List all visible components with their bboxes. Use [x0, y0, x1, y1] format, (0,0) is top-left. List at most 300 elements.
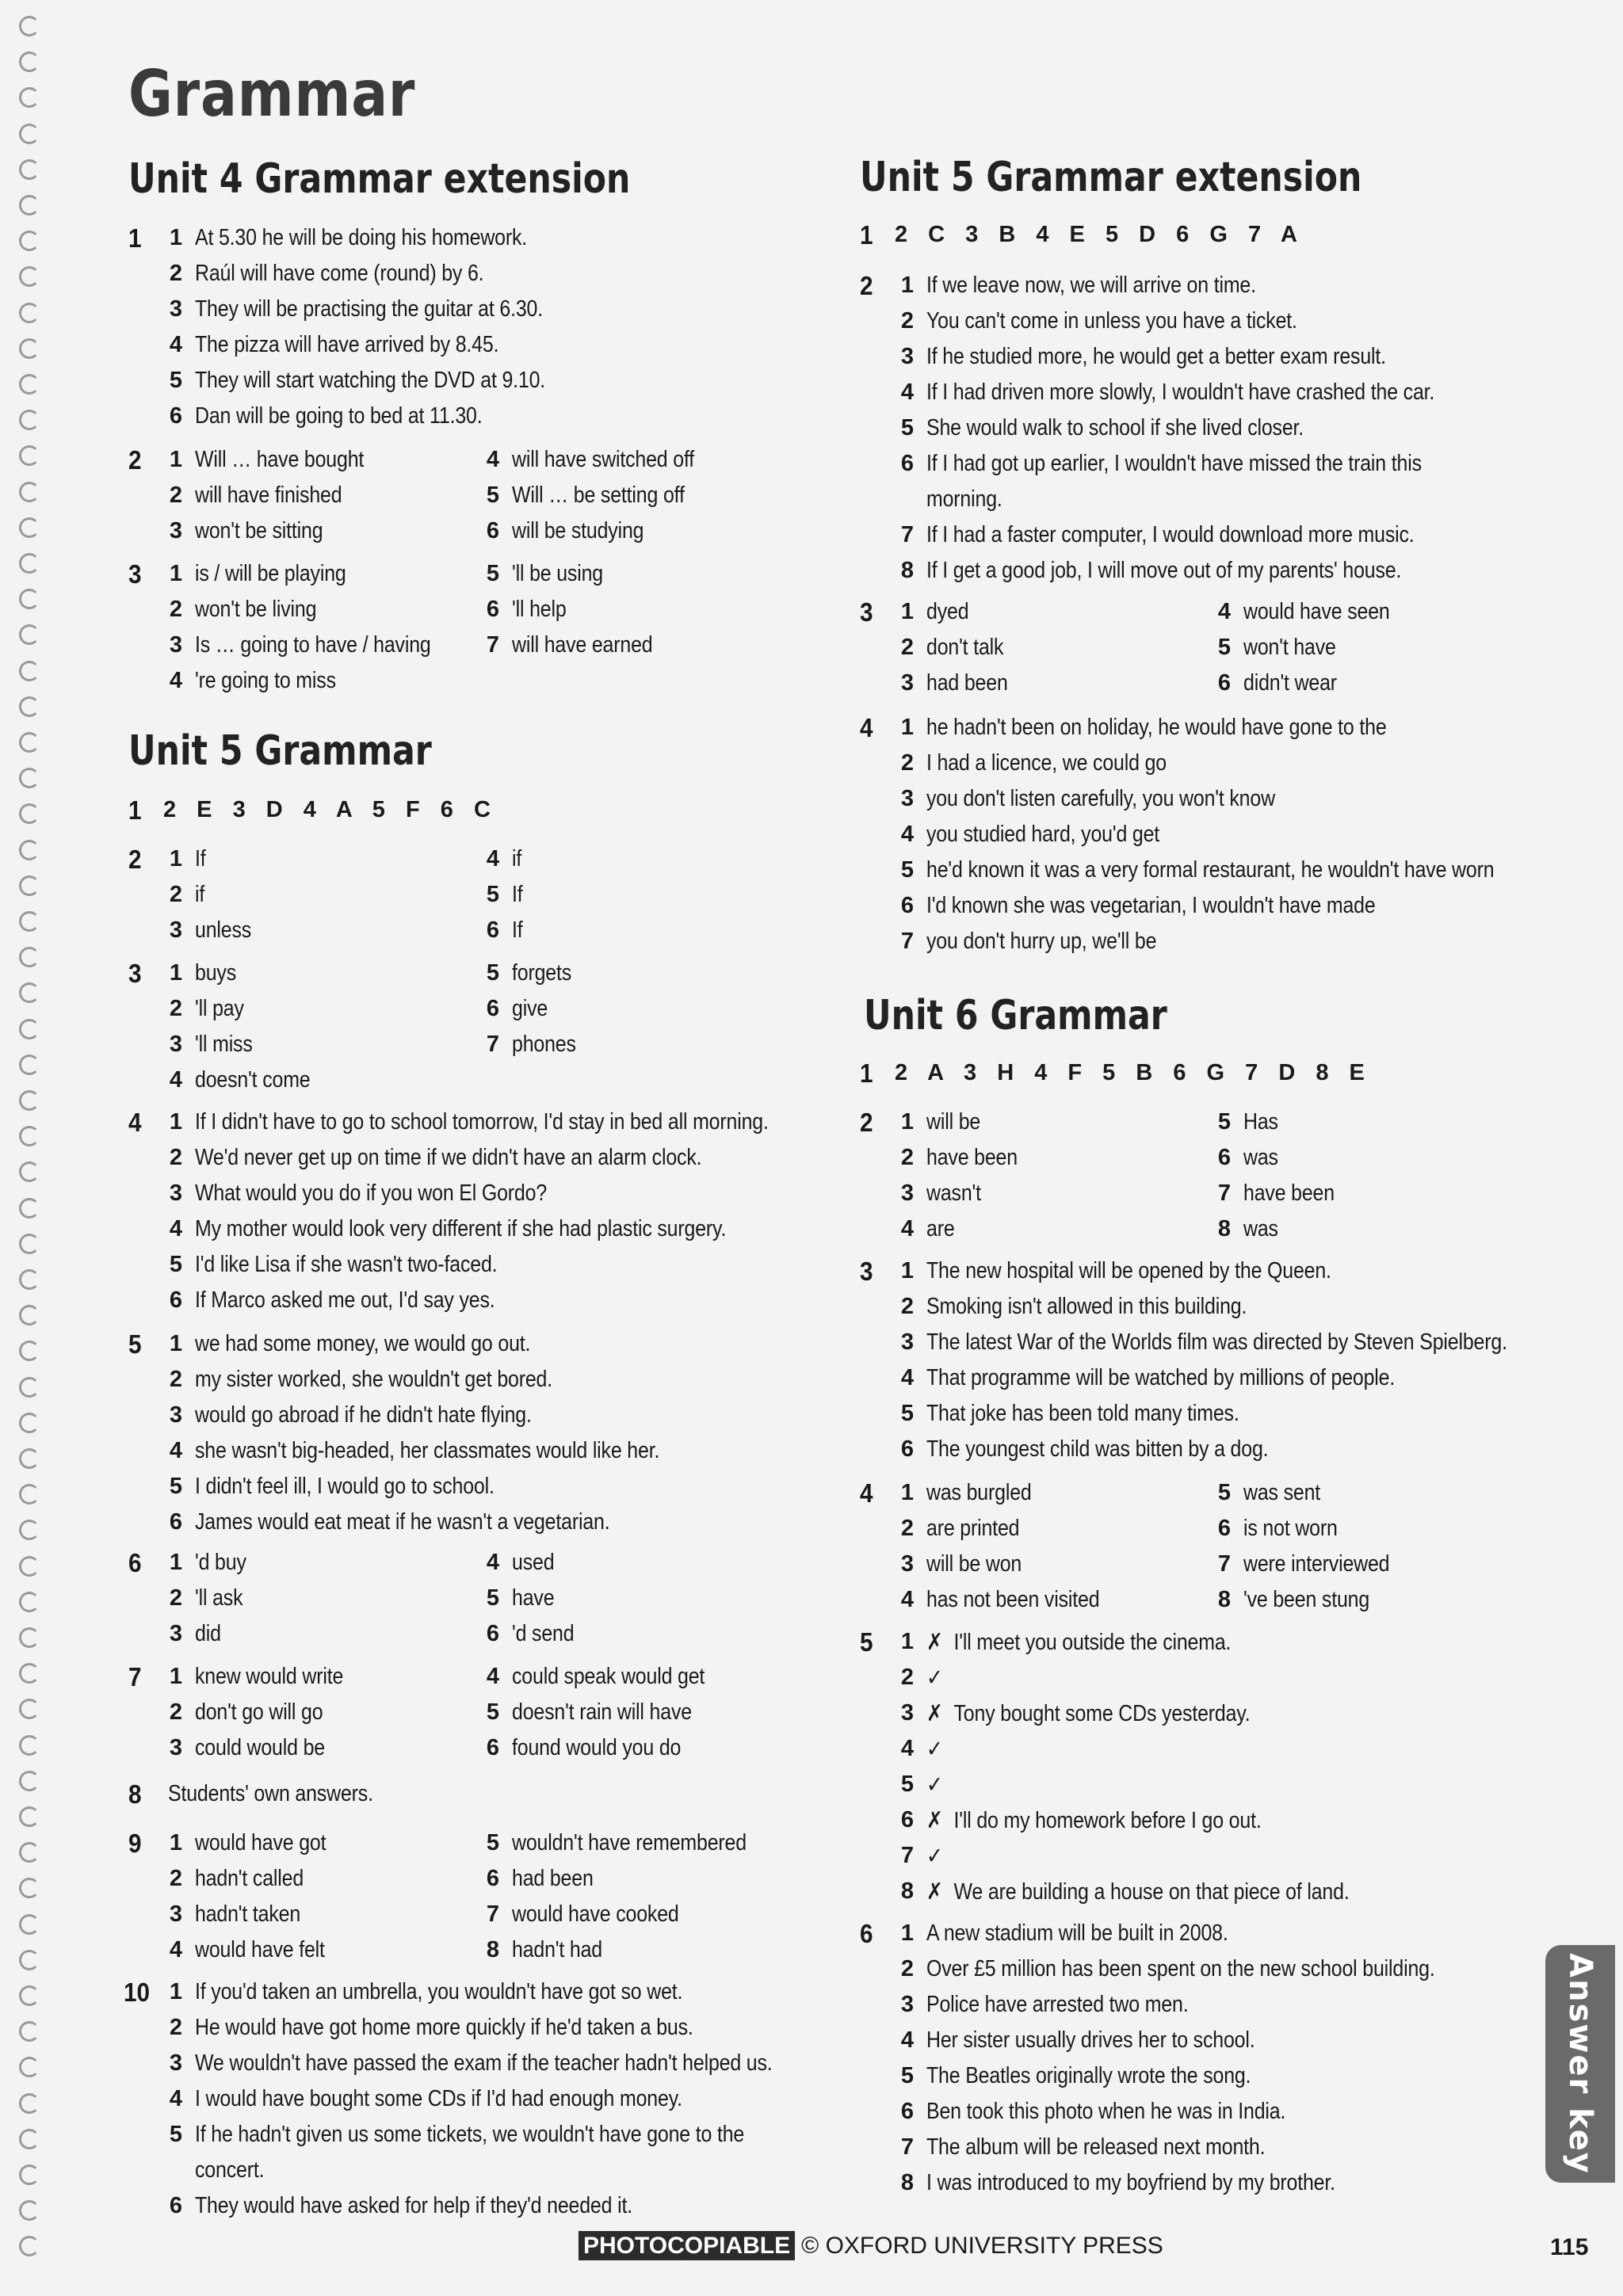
exercise-number: 2 — [860, 1108, 873, 1137]
unit6-grammar-heading: Unit 6 Grammar — [864, 992, 1167, 1039]
answer-text — [926, 1838, 953, 1875]
item-number: 4 — [169, 1216, 182, 1241]
item-number: 4 — [900, 379, 914, 405]
answer-text: won't be living — [195, 597, 317, 622]
answer-text: 've been stung — [1243, 1587, 1370, 1612]
exercise-number: 2 — [860, 271, 873, 300]
answer-text: are printed — [926, 1516, 1020, 1541]
answer-text: That joke has been told many times. — [926, 1401, 1239, 1426]
answer-text: was — [1243, 1145, 1278, 1170]
spiral-binding — [11, 16, 51, 2282]
answer-text: Dan will be going to bed at 11.30. — [195, 403, 483, 429]
item-number: 3 — [900, 1180, 914, 1206]
binding-ring — [19, 2200, 40, 2221]
exercise-number: 1 — [860, 1058, 873, 1088]
binding-ring — [19, 266, 40, 287]
item-number: 3 — [169, 2050, 182, 2076]
answer-text: would go abroad if he didn't hate flying. — [195, 1402, 532, 1428]
answer-key-tab — [1545, 1945, 1615, 2183]
item-number: 4 — [486, 447, 499, 472]
answer-text: At 5.30 he will be doing his homework. — [195, 225, 528, 250]
item-number: 4 — [900, 1587, 914, 1612]
item-number: 1 — [900, 1258, 914, 1283]
binding-ring — [19, 1126, 40, 1146]
answer-text: would have seen — [1243, 599, 1390, 624]
binding-ring — [19, 1985, 40, 2006]
item-number: 4 — [900, 2027, 914, 2053]
exercise-number: 5 — [128, 1329, 142, 1359]
item-number: 7 — [900, 522, 914, 547]
page-number: 115 — [1550, 2234, 1589, 2260]
item-number: 3 — [169, 632, 182, 658]
answer-text: she wasn't big-headed, her classmates would like her. — [195, 1438, 660, 1463]
answer-text: would have got — [195, 1830, 327, 1855]
item-number: 3 — [169, 1901, 182, 1927]
item-number: 6 — [486, 996, 499, 1021]
binding-ring — [19, 338, 40, 359]
answer-text: Her sister usually drives her to school. — [926, 2027, 1255, 2053]
answer-text: will have finished — [195, 482, 342, 508]
answer-text: 'll miss — [195, 1032, 253, 1057]
item-number: 7 — [900, 929, 914, 954]
binding-ring — [19, 1663, 40, 1684]
item-number: 7 — [900, 1843, 914, 1868]
item-number: 4 — [169, 668, 182, 693]
item-number: 2 — [169, 996, 182, 1021]
item-number: 2 — [169, 882, 182, 907]
item-number: 5 — [169, 1474, 182, 1499]
unit5-grammar-heading: Unit 5 Grammar — [128, 727, 432, 775]
answer-text — [926, 1874, 1350, 1910]
answer-text: my sister worked, she wouldn't get bored. — [195, 1367, 553, 1392]
answer-text: Will … have bought — [195, 447, 365, 472]
item-number: 6 — [486, 1621, 499, 1646]
item-number: 6 — [1217, 1145, 1231, 1170]
binding-ring — [19, 1556, 40, 1577]
binding-ring — [19, 1914, 40, 1935]
item-number: 3 — [900, 344, 914, 369]
binding-ring — [19, 2236, 40, 2256]
item-number: 2 — [169, 482, 182, 508]
binding-ring — [19, 195, 40, 215]
answer-text: hadn't called — [195, 1866, 304, 1891]
answer-text: The youngest child was bitten by a dog. — [926, 1436, 1269, 1462]
item-number: 6 — [900, 1807, 914, 1833]
answer-text: 'd send — [512, 1621, 575, 1646]
answer-text: doesn't rain will have — [512, 1699, 692, 1725]
item-number: 3 — [900, 670, 914, 696]
binding-ring — [19, 159, 40, 180]
item-number: 3 — [169, 1032, 182, 1057]
binding-ring — [19, 1520, 40, 1540]
answer-text: had been — [512, 1866, 594, 1891]
answer-text: My mother would look very different if she had plastic surgery. — [195, 1216, 727, 1241]
item-number: 5 — [169, 368, 182, 393]
answer-text: will be studying — [512, 518, 644, 543]
exercise-number: 10 — [124, 1978, 151, 2007]
answer-text: he hadn't been on holiday, he would have gone to the — [926, 715, 1387, 740]
binding-ring — [19, 303, 40, 323]
answer-text: We'd never get up on time if we didn't have an alarm clock. — [195, 1145, 702, 1170]
exercise-number: 4 — [128, 1108, 142, 1137]
item-number: 4 — [169, 1438, 182, 1463]
answer-text: give — [512, 996, 548, 1021]
item-number: 5 — [486, 1699, 499, 1725]
answer-text: If — [195, 846, 206, 871]
answer-text: Will … be setting off — [512, 482, 685, 508]
exercise-number: 3 — [860, 1257, 873, 1286]
answer-text: We wouldn't have passed the exam if the teacher hadn't helped us. — [195, 2050, 773, 2076]
binding-ring — [19, 661, 40, 681]
item-number: 1 — [169, 447, 182, 472]
binding-ring — [19, 410, 40, 430]
answer-text: don't talk — [926, 635, 1004, 660]
binding-ring — [19, 589, 40, 609]
answer-text: I was introduced to my boyfriend by my brother. — [926, 2170, 1335, 2195]
answer-text: If I didn't have to go to school tomorrow, I'd stay in bed all morning. — [195, 1109, 769, 1135]
answer-text: 'll ask — [195, 1585, 243, 1611]
item-number: 4 — [169, 2086, 182, 2111]
item-number: 4 — [486, 846, 499, 871]
matching-answers: 2 A 3 H 4 F 5 B 6 G 7 D 8 E — [895, 1060, 1372, 1085]
exercise-number: 2 — [128, 845, 142, 874]
answer-text: was — [1243, 1216, 1278, 1241]
item-number: 8 — [1217, 1587, 1231, 1612]
answer-text: found would you do — [512, 1735, 682, 1760]
binding-ring — [19, 1198, 40, 1219]
page-title: Grammar — [128, 57, 416, 131]
item-number: 5 — [1217, 1480, 1231, 1505]
cross-mark-icon: ✗ — [926, 1628, 943, 1655]
answer-text: were interviewed — [1243, 1551, 1390, 1577]
binding-ring — [19, 374, 40, 395]
answer-text: 'd buy — [195, 1550, 246, 1575]
answer-text: James would eat meat if he wasn't a vegetarian. — [195, 1509, 610, 1535]
item-number: 6 — [169, 403, 182, 429]
item-number: 1 — [169, 561, 182, 586]
answer-text: Police have arrested two men. — [926, 1992, 1189, 2017]
answer-text: If — [512, 917, 523, 943]
cross-mark-icon: ✗ — [926, 1878, 943, 1905]
item-number: 6 — [486, 597, 499, 622]
item-number: 2 — [900, 1665, 914, 1690]
item-number: 2 — [169, 1585, 182, 1611]
answer-text: won't have — [1243, 635, 1336, 660]
item-number: 7 — [1217, 1180, 1231, 1206]
item-number: 1 — [900, 715, 914, 740]
binding-ring — [19, 1377, 40, 1398]
exercise-number: 5 — [860, 1627, 873, 1657]
item-number: 1 — [900, 1629, 914, 1654]
item-number: 6 — [486, 1866, 499, 1891]
item-number: 1 — [169, 1550, 182, 1575]
answer-text: If Marco asked me out, I'd say yes. — [195, 1287, 495, 1313]
answer-text — [926, 1767, 953, 1803]
answer-text: buys — [195, 960, 237, 986]
answer-text: Has — [1243, 1109, 1278, 1135]
item-number: 5 — [900, 2063, 914, 2088]
item-number: 1 — [169, 1830, 182, 1855]
answer-text: could speak would get — [512, 1664, 705, 1689]
answer-text: will be — [926, 1109, 981, 1135]
exercise-number: 4 — [860, 713, 873, 742]
answer-text: have been — [1243, 1180, 1335, 1206]
answer-text: If he studied more, he would get a better exam result. — [926, 344, 1386, 369]
item-number: 8 — [900, 1878, 914, 1904]
check-mark-icon: ✓ — [926, 1735, 943, 1762]
answer-text: concert. — [195, 2157, 265, 2183]
item-number: 4 — [486, 1550, 499, 1575]
item-number: 5 — [900, 1772, 914, 1797]
exercise-number: 1 — [128, 795, 142, 825]
answer-text: Raúl will have come (round) by 6. — [195, 261, 484, 286]
item-number: 1 — [169, 1109, 182, 1135]
item-number: 2 — [169, 1145, 182, 1170]
item-number: 4 — [900, 1736, 914, 1761]
exercise-number: 2 — [128, 445, 142, 475]
answer-text: Ben took this photo when he was in India. — [926, 2099, 1286, 2124]
answer-text: we had some money, we would go out. — [195, 1331, 531, 1356]
answer-text: could would be — [195, 1735, 325, 1760]
answer-text: was sent — [1243, 1480, 1321, 1505]
item-number: 2 — [169, 597, 182, 622]
item-number: 2 — [169, 2015, 182, 2040]
binding-ring — [19, 1341, 40, 1361]
binding-ring — [19, 1484, 40, 1505]
answer-text: They would have asked for help if they'd needed it. — [195, 2193, 632, 2218]
item-number: 5 — [900, 857, 914, 883]
item-number: 2 — [900, 1956, 914, 1981]
item-number: 6 — [900, 893, 914, 918]
answer-text: Is … going to have / having — [195, 632, 431, 658]
item-number: 7 — [486, 1901, 499, 1927]
correction-text: I'll meet you outside the cinema. — [953, 1630, 1232, 1655]
answer-text: doesn't come — [195, 1067, 311, 1093]
item-number: 2 — [900, 1294, 914, 1319]
answer-text: didn't wear — [1243, 670, 1337, 696]
answer-text: If I had a faster computer, I would download more music. — [926, 522, 1415, 547]
item-number: 3 — [169, 1735, 182, 1760]
answer-text: you don't hurry up, we'll be — [926, 929, 1157, 954]
answer-text: will have switched off — [512, 447, 695, 472]
answer-text: was burgled — [926, 1480, 1032, 1505]
answer-text: has not been visited — [926, 1587, 1100, 1612]
item-number: 3 — [169, 1180, 182, 1206]
binding-ring — [19, 768, 40, 788]
item-number: 6 — [900, 1436, 914, 1462]
binding-ring — [19, 1055, 40, 1075]
item-number: 5 — [1217, 635, 1231, 660]
cross-mark-icon: ✗ — [926, 1806, 943, 1833]
item-number: 1 — [169, 225, 182, 250]
binding-ring — [19, 1413, 40, 1433]
item-number: 7 — [1217, 1551, 1231, 1577]
binding-ring — [19, 2129, 40, 2149]
item-number: 5 — [900, 1401, 914, 1426]
item-number: 4 — [900, 1365, 914, 1390]
exercise-number: 6 — [128, 1548, 142, 1577]
answer-text: If I get a good job, I will move out of my parents' house. — [926, 558, 1402, 583]
item-number: 1 — [900, 1480, 914, 1505]
answer-text: A new stadium will be built in 2008. — [926, 1920, 1228, 1946]
binding-ring — [19, 1842, 40, 1863]
exercise-number: 6 — [860, 1919, 873, 1948]
item-number: 8 — [900, 558, 914, 583]
binding-ring — [19, 1627, 40, 1648]
answer-text: used — [512, 1550, 555, 1575]
item-number: 5 — [169, 2122, 182, 2147]
answer-text: you don't listen carefully, you won't know — [926, 786, 1275, 811]
answer-text: 'll pay — [195, 996, 244, 1021]
item-number: 3 — [169, 917, 182, 943]
item-number: 4 — [169, 332, 182, 357]
answer-text: The Beatles originally wrote the song. — [926, 2063, 1251, 2088]
answer-text: I didn't feel ill, I would go to school. — [195, 1474, 495, 1499]
item-number: 1 — [169, 1664, 182, 1689]
item-number: 5 — [486, 1830, 499, 1855]
answer-text: unless — [195, 917, 252, 943]
answer-text: you studied hard, you'd get — [926, 822, 1160, 847]
item-number: 2 — [900, 1145, 914, 1170]
answer-text: phones — [512, 1032, 576, 1057]
binding-ring — [19, 1735, 40, 1756]
answer-text: If you'd taken an umbrella, you wouldn't have got so wet. — [195, 1979, 683, 2004]
binding-ring — [19, 1090, 40, 1111]
item-number: 5 — [169, 1252, 182, 1277]
answer-text: would have felt — [195, 1937, 325, 1962]
bleed-through-shadow — [1300, 55, 1322, 129]
answer-text: did — [195, 1621, 221, 1646]
item-number: 8 — [486, 1937, 499, 1962]
answer-text: wouldn't have remembered — [512, 1830, 747, 1855]
answer-text: knew would write — [195, 1664, 344, 1689]
answer-text: hadn't had — [512, 1937, 603, 1962]
item-number: 2 — [169, 1367, 182, 1392]
answer-text: dyed — [926, 599, 969, 624]
binding-ring — [19, 51, 40, 72]
binding-ring — [19, 1269, 40, 1290]
answer-text: will be won — [926, 1551, 1022, 1577]
item-number: 6 — [900, 2099, 914, 2124]
answer-text: The album will be released next month. — [926, 2134, 1266, 2160]
item-number: 4 — [900, 1216, 914, 1241]
answer-text: won't be sitting — [195, 518, 323, 543]
answer-text: I would have bought some CDs if I'd had enough money. — [195, 2086, 682, 2111]
binding-ring — [19, 1806, 40, 1827]
binding-ring — [19, 624, 40, 645]
exercise-number: 1 — [860, 220, 873, 250]
answer-text: is not worn — [1243, 1516, 1338, 1541]
binding-ring — [19, 1878, 40, 1898]
item-number: 6 — [1217, 670, 1231, 696]
answer-text: 'll be using — [512, 561, 604, 586]
answer-text: have been — [926, 1145, 1018, 1170]
binding-ring — [19, 1019, 40, 1039]
item-number: 5 — [486, 960, 499, 986]
binding-ring — [19, 1592, 40, 1612]
answer-text: are — [926, 1216, 955, 1241]
item-number: 6 — [169, 1509, 182, 1535]
binding-ring — [19, 982, 40, 1003]
binding-ring — [19, 231, 40, 251]
item-number: 2 — [900, 308, 914, 334]
answer-text — [926, 1660, 953, 1696]
item-number: 1 — [900, 273, 914, 298]
binding-ring — [19, 445, 40, 466]
item-number: 2 — [169, 1699, 182, 1725]
item-number: 7 — [486, 632, 499, 658]
binding-ring — [19, 1234, 40, 1254]
binding-ring — [19, 1161, 40, 1182]
item-number: 1 — [169, 960, 182, 986]
binding-ring — [19, 803, 40, 824]
item-number: 4 — [900, 822, 914, 847]
answer-text — [926, 1624, 1231, 1661]
item-number: 6 — [169, 1287, 182, 1313]
exercise-number: 1 — [128, 223, 142, 253]
item-number: 1 — [900, 1109, 914, 1135]
binding-ring — [19, 696, 40, 717]
binding-ring — [19, 2021, 40, 2042]
item-number: 6 — [169, 2193, 182, 2218]
item-number: 2 — [169, 1866, 182, 1891]
item-number: 6 — [486, 917, 499, 943]
binding-ring — [19, 2093, 40, 2114]
item-number: 6 — [486, 1735, 499, 1760]
exercise-number: 4 — [860, 1478, 873, 1508]
answer-text: hadn't taken — [195, 1901, 301, 1927]
answer-text: Students' own answers. — [168, 1781, 373, 1806]
answer-text: would have cooked — [512, 1901, 679, 1927]
answer-text: The pizza will have arrived by 8.45. — [195, 332, 499, 357]
answer-text — [926, 1802, 1262, 1839]
check-mark-icon: ✓ — [926, 1842, 943, 1869]
item-number: 5 — [900, 415, 914, 441]
matching-answers: 2 C 3 B 4 E 5 D 6 G 7 A — [895, 222, 1304, 247]
item-number: 3 — [900, 1700, 914, 1726]
item-number: 2 — [900, 1516, 914, 1541]
answer-text: wasn't — [926, 1180, 981, 1206]
item-number: 4 — [1217, 599, 1231, 624]
answer-text: will have earned — [512, 632, 653, 658]
item-number: 1 — [900, 599, 914, 624]
answer-text: The latest War of the Worlds film was directed by Steven Spielberg. — [926, 1329, 1507, 1355]
answer-text: Smoking isn't allowed in this building. — [926, 1294, 1247, 1319]
answer-text: Over £5 million has been spent on the new school building. — [926, 1956, 1435, 1981]
answer-text: 're going to miss — [195, 668, 336, 693]
answer-text: forgets — [512, 960, 572, 986]
answer-text: don't go will go — [195, 1699, 323, 1725]
answer-text: If — [512, 882, 523, 907]
unit5-extension-heading: Unit 5 Grammar extension — [860, 154, 1362, 201]
item-number: 3 — [900, 1992, 914, 2017]
item-number: 6 — [486, 518, 499, 543]
correction-text: Tony bought some CDs yesterday. — [953, 1701, 1251, 1726]
answer-text: have — [512, 1585, 555, 1611]
answer-text: She would walk to school if she lived closer. — [926, 415, 1304, 441]
binding-ring — [19, 2164, 40, 2185]
answer-text: 'll help — [512, 597, 567, 622]
item-number: 5 — [486, 1585, 499, 1611]
answer-text: They will be practising the guitar at 6.30. — [195, 296, 544, 322]
binding-ring — [19, 16, 40, 36]
matching-answers: 2 E 3 D 4 A 5 F 6 C — [163, 797, 498, 822]
binding-ring — [19, 2057, 40, 2077]
check-mark-icon: ✓ — [926, 1771, 943, 1798]
binding-ring — [19, 875, 40, 896]
exercise-number: 3 — [128, 959, 142, 988]
answer-text: morning. — [926, 486, 1002, 512]
